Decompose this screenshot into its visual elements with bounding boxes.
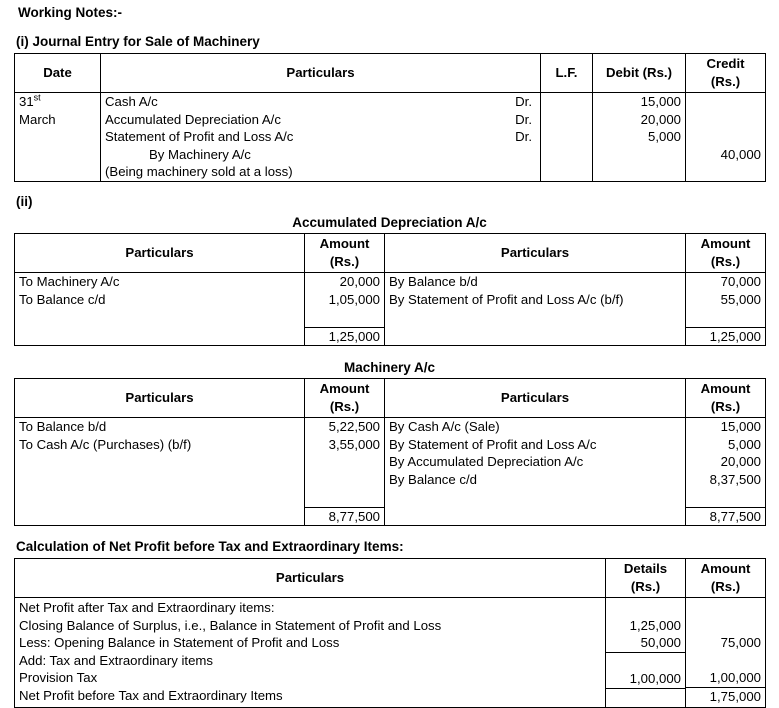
ledger-entry-label: To Balance b/d [19, 419, 107, 434]
mach-debit-total-label-cell [15, 507, 305, 526]
np-amount-value: 75,000 [720, 635, 761, 651]
journal-credit-cell [686, 93, 766, 182]
journal-date-day: 31 [19, 94, 34, 109]
amount-label-line1: Amount [700, 561, 751, 576]
np-detail-amount: 1,25,000 [629, 617, 681, 633]
ledger-entry-amount: 70,000 [720, 274, 761, 289]
table-row [15, 93, 766, 182]
section-1-heading: (i) Journal Entry for Sale of Machinery [16, 34, 260, 49]
machinery-ledger-title: Machinery A/c [343, 360, 436, 375]
ad-debit-particulars-cell [15, 273, 305, 328]
ledger-entry-amount: 55,000 [720, 291, 761, 307]
ledger-entry-amount: 1,05,000 [328, 291, 380, 307]
accumulated-depreciation-table [14, 233, 766, 346]
journal-line-label: Statement of Profit and Loss A/c [105, 129, 294, 145]
mach-credit-total-label-cell [385, 507, 686, 526]
column-header-particulars: Particulars [101, 54, 541, 93]
journal-line-dr: Dr. [515, 94, 532, 109]
ledger-entry-amount: 5,22,500 [328, 419, 380, 434]
np-amount-cell [686, 598, 766, 708]
journal-line-dr: Dr. [515, 129, 532, 145]
document-title: Working Notes:- [18, 5, 122, 20]
amount-label-line1: Amount [319, 381, 370, 396]
np-detail-amount [606, 598, 685, 617]
mach-credit-total-cell: 8,77,500 [686, 507, 766, 526]
journal-line-label: Accumulated Depreciation A/c [105, 111, 281, 127]
journal-lf-cell [541, 93, 593, 182]
np-detail-amount [606, 688, 685, 707]
np-amount-value [686, 617, 765, 635]
ad-debit-amount-cell [305, 273, 385, 328]
amount-label-line1: Amount [700, 236, 751, 251]
journal-line-dr: Dr. [515, 111, 532, 127]
ad-debit-total-cell: 1,25,000 [305, 327, 385, 346]
journal-line [105, 111, 536, 129]
table-row [15, 418, 766, 508]
debit-amount: 5,000 [647, 129, 681, 145]
journal-date-cell [15, 93, 101, 182]
journal-particulars-cell [101, 93, 541, 182]
np-amount-value: 1,75,000 [686, 687, 765, 706]
ledger-entry-label: By Balance b/d [389, 274, 478, 289]
journal-entry-table [14, 53, 766, 182]
table-header-row [15, 54, 766, 93]
table-row [15, 273, 766, 328]
journal-line-narration: (Being machinery sold at a loss) [105, 164, 293, 180]
table-total-row [15, 507, 766, 526]
ledger-entry-amount: 3,55,000 [328, 436, 380, 452]
accumulated-depreciation-ledger-title: Accumulated Depreciation A/c [292, 215, 487, 230]
column-header-amount-credit [686, 379, 766, 418]
column-header-particulars-credit: Particulars [385, 379, 686, 418]
np-row-label: Net Profit before Tax and Extraordinary Items [19, 687, 283, 703]
np-amount-value [686, 598, 765, 617]
np-particulars-cell [15, 598, 606, 708]
column-header-particulars-debit: Particulars [15, 234, 305, 273]
table-header-row [15, 559, 766, 598]
ad-credit-particulars-cell [385, 273, 686, 328]
table-header-row [15, 379, 766, 418]
mach-debit-amount-cell [305, 418, 385, 508]
np-amount-value: 1,00,000 [709, 670, 761, 686]
ledger-entry-amount: 8,37,500 [709, 471, 761, 487]
table-total-row [15, 327, 766, 346]
np-row-label: Add: Tax and Extraordinary items [19, 652, 213, 668]
np-details-cell [606, 598, 686, 708]
ledger-entry-label: By Statement of Profit and Loss A/c (b/f) [389, 291, 624, 307]
column-header-particulars: Particulars [15, 559, 606, 598]
amount-label-line1: Amount [700, 381, 751, 396]
amount-label-line1: Amount [319, 236, 370, 251]
ledger-entry-label: By Statement of Profit and Loss A/c [389, 436, 597, 452]
amount-label-line2: (Rs.) [329, 398, 360, 414]
ad-credit-amount-cell [686, 273, 766, 328]
np-row-label: Less: Opening Balance in Statement of Profit and Loss [19, 635, 340, 651]
details-label-line1: Details [623, 561, 668, 576]
amount-label-line2: (Rs.) [710, 578, 741, 594]
column-header-amount [686, 559, 766, 598]
ad-debit-total-label-cell [15, 327, 305, 346]
machinery-table [14, 378, 766, 526]
section-4-heading: Calculation of Net Profit before Tax and Extraordinary Items: [16, 539, 404, 554]
journal-line [105, 93, 536, 111]
ledger-entry-amount: 20,000 [339, 274, 380, 289]
journal-line [105, 146, 536, 164]
np-row-label: Net Profit after Tax and Extraordinary items: [19, 600, 275, 615]
np-row-label: Provision Tax [19, 670, 98, 686]
ledger-entry-amount: 5,000 [727, 436, 761, 452]
column-header-date: Date [15, 54, 101, 93]
column-header-particulars-credit: Particulars [385, 234, 686, 273]
ad-credit-total-cell: 1,25,000 [686, 327, 766, 346]
details-label-line2: (Rs.) [630, 578, 661, 594]
mach-debit-total-cell: 8,77,500 [305, 507, 385, 526]
mach-credit-particulars-cell [385, 418, 686, 508]
column-header-particulars-debit: Particulars [15, 379, 305, 418]
np-detail-amount: 1,00,000 [629, 671, 681, 687]
journal-line [105, 128, 536, 146]
mach-credit-amount-cell [686, 418, 766, 508]
column-header-amount-debit [305, 234, 385, 273]
column-header-lf: L.F. [541, 54, 593, 93]
section-2-heading: (ii) [16, 194, 33, 209]
table-header-row [15, 234, 766, 273]
credit-amount: 40,000 [720, 146, 761, 162]
journal-debit-cell [593, 93, 686, 182]
amount-label-line2: (Rs.) [710, 398, 741, 414]
table-row [15, 598, 766, 708]
np-detail-amount [606, 652, 685, 671]
np-detail-amount: 50,000 [640, 635, 681, 651]
journal-line [105, 163, 536, 181]
ledger-entry-label: To Cash A/c (Purchases) (b/f) [19, 436, 192, 452]
np-row-label: Closing Balance of Surplus, i.e., Balance in Statement of Profit and Loss [19, 617, 442, 633]
ledger-entry-label: To Machinery A/c [19, 274, 120, 289]
journal-date-ordinal: st [33, 92, 41, 103]
column-header-amount-debit [305, 379, 385, 418]
amount-label-line2: (Rs.) [710, 253, 741, 269]
journal-line-label: Cash A/c [105, 94, 158, 109]
net-profit-calculation-table [14, 558, 766, 708]
column-header-debit: Debit (Rs.) [593, 54, 686, 93]
amount-label-line2: (Rs.) [329, 253, 360, 269]
ad-credit-total-label-cell [385, 327, 686, 346]
mach-debit-particulars-cell [15, 418, 305, 508]
debit-amount: 15,000 [640, 94, 681, 109]
column-header-credit: Credit (Rs.) [686, 54, 766, 93]
journal-line-label: By Machinery A/c [149, 146, 251, 162]
journal-date-month: March [19, 111, 56, 127]
ledger-entry-amount: 20,000 [720, 454, 761, 470]
ledger-entry-label: To Balance c/d [19, 291, 106, 307]
debit-amount: 20,000 [640, 111, 681, 127]
ledger-entry-amount: 15,000 [720, 419, 761, 434]
ledger-entry-label: By Cash A/c (Sale) [389, 419, 500, 434]
ledger-entry-label: By Balance c/d [389, 471, 477, 487]
ledger-entry-label: By Accumulated Depreciation A/c [389, 454, 584, 470]
np-amount-value [686, 652, 765, 670]
column-header-amount-credit [686, 234, 766, 273]
column-header-details [606, 559, 686, 598]
